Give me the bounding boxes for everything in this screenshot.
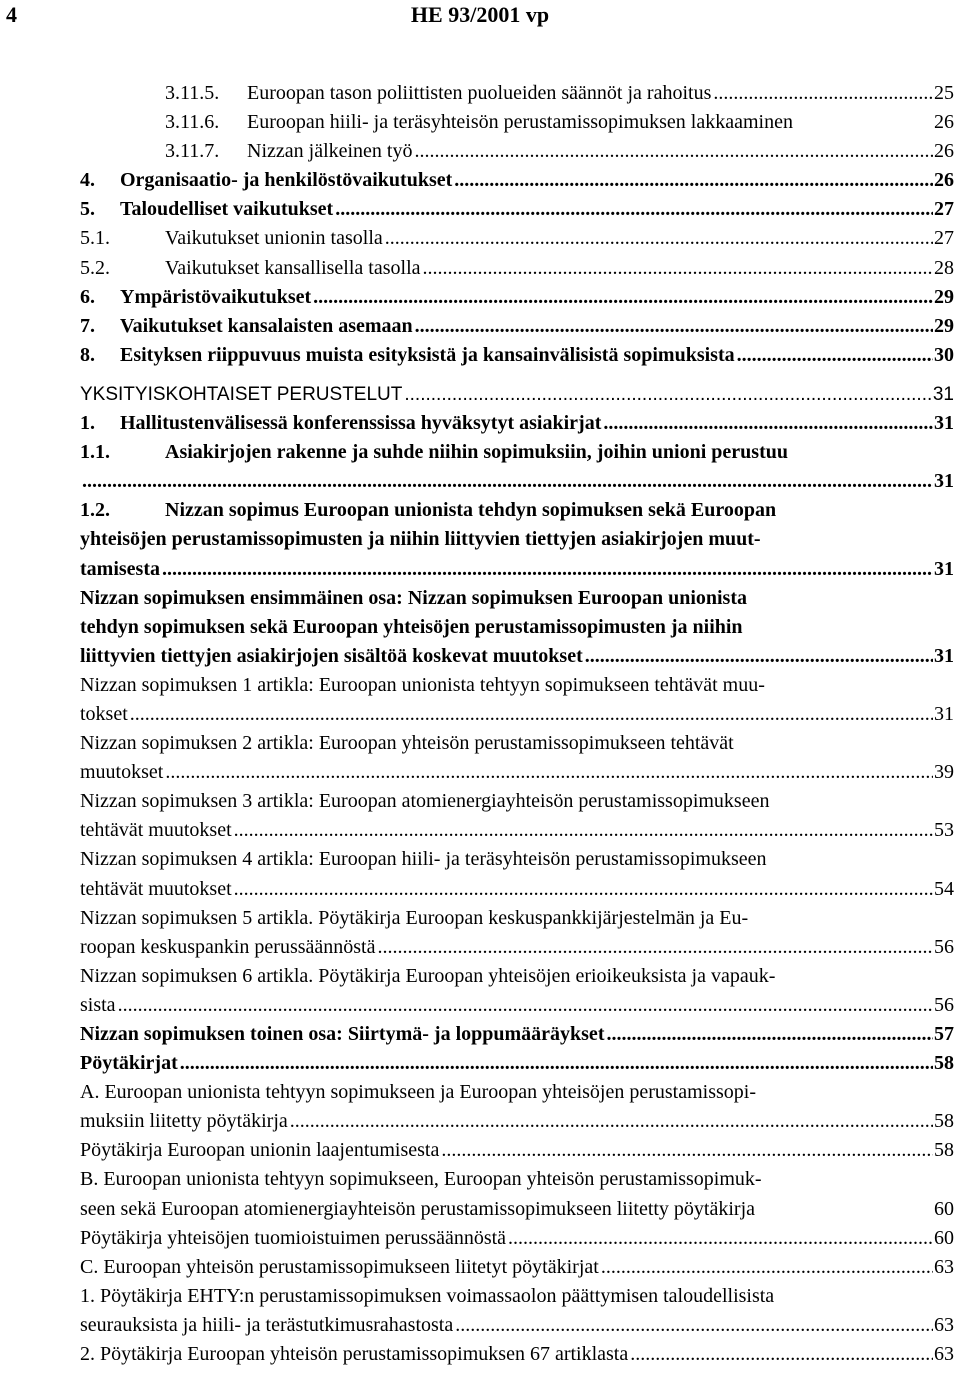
toc-entry-title: Nizzan sopimuksen 6 artikla. Pöytäkirja Euroopan yhteisöjen erioikeuksista ja vapauk- <box>80 964 776 987</box>
toc-entry[interactable] <box>0 166 960 195</box>
dot-leader <box>585 642 933 671</box>
toc-entry[interactable] <box>0 584 960 613</box>
toc-entry[interactable] <box>0 555 960 584</box>
dot-leader <box>606 1020 933 1049</box>
dot-leader <box>601 1253 933 1282</box>
toc-entry-page: 31 <box>932 383 954 405</box>
toc-entry-page: 29 <box>934 314 954 337</box>
toc-entry-title: Nizzan sopimuksen 2 artikla: Euroopan yhteisön perustamissopimukseen tehtävät <box>80 732 734 755</box>
toc-entry[interactable] <box>0 380 960 409</box>
toc-entry-page <box>953 584 954 613</box>
toc-entry[interactable] <box>0 1311 960 1340</box>
toc-entry[interactable] <box>0 933 960 962</box>
toc-entry-page: 30 <box>934 343 954 366</box>
toc-entry[interactable] <box>0 137 960 166</box>
toc-entry-title: Nizzan sopimuksen toinen osa: Siirtymä- ja loppumääräykset <box>80 1023 605 1045</box>
toc-entry[interactable] <box>0 1195 960 1224</box>
dot-leader <box>378 933 934 962</box>
dot-leader <box>290 1107 933 1136</box>
toc-entry-number: 8. <box>80 343 95 366</box>
toc-entry[interactable] <box>0 525 960 554</box>
toc-entry-page: 63 <box>934 1255 954 1278</box>
toc-entry[interactable] <box>0 283 960 312</box>
toc-entry-title: 2. Pöytäkirja Euroopan yhteisön perustamissopimuksen 67 artiklasta <box>80 1343 629 1366</box>
toc-entry-title: seurauksista ja hiili- ja terästutkimusrahastosta <box>80 1313 454 1336</box>
toc-entry[interactable] <box>0 409 960 438</box>
page-header <box>0 0 960 30</box>
toc-entry[interactable] <box>0 816 960 845</box>
toc-entry-title: C. Euroopan yhteisön perustamissopimukseen liitetyt pöytäkirjat <box>80 1255 599 1278</box>
toc-entry-page <box>953 729 954 758</box>
toc-entry-title: Asiakirjojen rakenne ja suhde niihin sopimuksiin, joihin unioni perustuu <box>165 441 788 464</box>
dot-leader <box>404 380 931 409</box>
dot-leader <box>165 758 933 787</box>
toc-entry-page: 31 <box>934 702 954 725</box>
dot-leader <box>423 254 934 283</box>
toc-entry[interactable] <box>0 1107 960 1136</box>
dot-leader <box>118 991 933 1020</box>
toc-entry[interactable] <box>0 845 960 874</box>
dot-leader <box>313 283 933 312</box>
toc-entry-page <box>953 1078 954 1107</box>
toc-entry-title: yhteisöjen perustamissopimusten ja niihin liittyvien tiettyjen asiakirjojen muut- <box>80 528 761 551</box>
toc-entry[interactable] <box>0 1078 960 1107</box>
dot-leader <box>750 904 953 933</box>
toc-entry-title: B. Euroopan unionista tehtyyn sopimukseen, Euroopan yhteisön perustamissopimuk- <box>80 1168 762 1191</box>
toc-entry-page: 26 <box>934 140 954 163</box>
toc-entry-page: 26 <box>934 169 954 192</box>
toc-entry-title: Euroopan tason poliittisten puolueiden säännöt ja rahoitus <box>247 82 712 104</box>
toc-entry-title: Nizzan sopimus Euroopan unionista tehdyn sopimuksen sekä Euroopan <box>165 499 777 522</box>
toc-entry-number: 5.1. <box>80 227 110 250</box>
toc-entry[interactable] <box>0 224 960 253</box>
toc-entry-number: 3.11.5. <box>165 82 220 104</box>
toc-entry-number: 5.2. <box>80 256 110 279</box>
dot-leader <box>180 1049 933 1078</box>
toc-entry-number: 6. <box>80 285 95 308</box>
toc-entry-title: Esityksen riippuvuus muista esityksistä ja kansainvälisistä sopimuksista <box>120 343 735 366</box>
toc-entry-page: 29 <box>934 285 954 308</box>
toc-entry-title: seen sekä Euroopan atomienergiayhteisön perustamissopimukseen liitetty pöytäkirja <box>80 1197 756 1220</box>
toc-entry-title: muutokset <box>80 761 164 784</box>
dot-leader <box>162 555 933 584</box>
toc-entry-number: 1.1. <box>80 441 110 464</box>
toc-entry[interactable] <box>0 991 960 1020</box>
table-of-contents <box>0 79 960 1369</box>
toc-entry-title: 1. Pöytäkirja EHTY:n perustamissopimuksen voimassaolon päättymisen taloudellisista <box>80 1284 775 1307</box>
dot-leader <box>758 1078 953 1107</box>
toc-entry-title: tehtävät muutokset <box>80 877 232 900</box>
toc-entry-page: 31 <box>934 412 954 435</box>
dot-leader <box>795 108 933 137</box>
toc-entry[interactable] <box>0 729 960 758</box>
dot-leader <box>234 875 933 904</box>
toc-entry-page: 60 <box>934 1226 954 1249</box>
toc-entry-title: YKSITYISKOHTAISET PERUSTELUT <box>80 383 403 405</box>
toc-entry[interactable] <box>0 496 960 525</box>
dot-leader <box>630 1340 933 1369</box>
toc-entry-page: 58 <box>934 1110 954 1133</box>
toc-entry-title: sista <box>80 993 116 1016</box>
dot-leader <box>790 438 953 467</box>
toc-entry-page: 57 <box>934 1023 954 1045</box>
dot-leader <box>777 962 953 991</box>
toc-entry-title: tehtävät muutokset <box>80 819 232 842</box>
toc-entry-title: Vaikutukset kansallisella tasolla <box>165 256 421 279</box>
toc-entry[interactable] <box>0 1224 960 1253</box>
toc-entry-title: Organisaatio- ja henkilöstövaikutukset <box>120 169 453 192</box>
dot-leader <box>771 787 953 816</box>
toc-entry-title: Nizzan sopimuksen 1 artikla: Euroopan unionista tehtyyn sopimukseen tehtävät muu- <box>80 673 765 696</box>
dot-leader <box>776 1282 953 1311</box>
toc-entry-title: Pöytäkirja yhteisöjen tuomioistuimen perussäännöstä <box>80 1226 507 1249</box>
toc-entry-title: Pöytäkirja Euroopan unionin laajentumisesta <box>80 1139 440 1162</box>
dot-leader <box>508 1224 933 1253</box>
toc-entry[interactable] <box>0 108 960 137</box>
dot-leader <box>745 613 953 642</box>
toc-entry-page <box>953 438 954 467</box>
toc-entry[interactable] <box>0 467 960 496</box>
dot-leader <box>455 1311 933 1340</box>
toc-entry-page: 31 <box>934 470 954 493</box>
toc-entry-page: 28 <box>934 256 954 279</box>
toc-entry-title: Nizzan sopimuksen ensimmäinen osa: Nizzan sopimuksen Euroopan unionista <box>80 586 747 609</box>
dot-leader <box>749 584 953 613</box>
toc-entry-number: 4. <box>80 169 95 192</box>
toc-entry[interactable] <box>0 1136 960 1165</box>
toc-entry[interactable] <box>0 962 960 991</box>
dot-leader <box>757 1195 933 1224</box>
toc-entry-page: 58 <box>934 1052 954 1075</box>
toc-entry-page: 56 <box>934 993 954 1016</box>
toc-entry[interactable] <box>0 195 960 224</box>
toc-entry-page <box>953 671 954 700</box>
toc-entry-page: 26 <box>934 111 954 134</box>
toc-entry-page: 27 <box>934 227 954 250</box>
dot-leader <box>454 166 933 195</box>
toc-entry[interactable] <box>0 875 960 904</box>
toc-entry[interactable] <box>0 700 960 729</box>
toc-entry[interactable] <box>0 1049 960 1078</box>
dot-leader <box>415 137 934 166</box>
dot-leader <box>763 525 953 554</box>
toc-entry-number: 7. <box>80 314 95 337</box>
toc-entry-title: muksiin liitetty pöytäkirja <box>80 1110 288 1133</box>
dot-leader <box>415 312 933 341</box>
toc-entry[interactable] <box>0 1282 960 1311</box>
toc-entry-title: Taloudelliset vaikutukset <box>120 198 334 221</box>
toc-entry-page: 63 <box>934 1313 954 1336</box>
dot-leader <box>603 409 933 438</box>
toc-entry-title: tehdyn sopimuksen sekä Euroopan yhteisöjen perustamissopimusten ja niihin <box>80 615 743 638</box>
toc-entry-page: 31 <box>934 644 954 667</box>
toc-entry[interactable] <box>0 642 960 671</box>
toc-entry-title: Vaikutukset kansalaisten asemaan <box>120 314 413 337</box>
toc-entry[interactable] <box>0 1165 960 1194</box>
dot-leader <box>764 1165 953 1194</box>
toc-entry-page: 60 <box>934 1197 954 1220</box>
toc-entry-title: Nizzan sopimuksen 3 artikla: Euroopan atomienergiayhteisön perustamissopimukseen <box>80 790 770 813</box>
dot-leader <box>778 496 953 525</box>
toc-entry[interactable] <box>0 787 960 816</box>
toc-entry[interactable] <box>0 254 960 283</box>
dot-leader <box>335 195 933 224</box>
toc-entry-title: tokset <box>80 702 128 725</box>
dot-leader <box>736 729 953 758</box>
dot-leader <box>737 341 933 370</box>
toc-entry[interactable] <box>0 758 960 787</box>
toc-entry-number: 3.11.6. <box>165 111 220 134</box>
toc-entry-number: 1.2. <box>80 499 110 522</box>
toc-entry-page <box>953 496 954 525</box>
toc-entry-page: 31 <box>934 557 954 580</box>
page-number: 4 <box>6 2 17 27</box>
toc-entry-page: 54 <box>934 877 954 900</box>
toc-entry-page <box>953 1282 954 1311</box>
toc-entry-page: 56 <box>934 935 954 958</box>
toc-entry[interactable] <box>0 79 960 108</box>
dot-leader <box>130 700 933 729</box>
toc-entry-page <box>953 845 954 874</box>
toc-entry-title: A. Euroopan unionista tehtyyn sopimukseen ja Euroopan yhteisöjen perustamissopi- <box>80 1081 756 1104</box>
dot-leader <box>82 467 933 496</box>
toc-entry-title: liittyvien tiettyjen asiakirjojen sisältöä koskevat muutokset <box>80 644 583 667</box>
toc-entry-title: Hallitustenvälisessä konferenssissa hyväksytyt asiakirjat <box>120 412 602 435</box>
toc-entry-number: 1. <box>80 412 95 435</box>
dot-leader <box>234 816 933 845</box>
toc-entry-title: Euroopan hiili- ja teräsyhteisön perustamissopimuksen lakkaaminen <box>247 111 793 134</box>
toc-entry[interactable] <box>0 438 960 467</box>
toc-entry-title: Vaikutukset unionin tasolla <box>165 227 383 250</box>
toc-entry-page: 27 <box>934 198 954 221</box>
toc-entry[interactable] <box>0 1253 960 1282</box>
toc-entry-page <box>953 613 954 642</box>
toc-entry-number: 3.11.7. <box>165 140 220 163</box>
dot-leader <box>441 1136 933 1165</box>
toc-entry-page: 53 <box>934 819 954 842</box>
dot-leader <box>713 79 933 108</box>
toc-entry-page <box>953 904 954 933</box>
toc-entry-title: tamisesta <box>80 557 160 580</box>
dot-leader <box>767 671 953 700</box>
toc-entry-number: 5. <box>80 198 95 221</box>
toc-entry[interactable] <box>0 613 960 642</box>
toc-entry-page: 25 <box>934 82 954 104</box>
toc-entry-page: 58 <box>934 1139 954 1162</box>
toc-entry-title: Nizzan jälkeinen työ <box>247 140 413 163</box>
document-id: HE 93/2001 vp <box>410 2 550 27</box>
toc-entry-page <box>953 787 954 816</box>
toc-entry[interactable] <box>0 341 960 370</box>
toc-entry-title: Nizzan sopimuksen 4 artikla: Euroopan hiili- ja teräsyhteisön perustamissopimukseen <box>80 848 767 871</box>
toc-entry-page <box>953 525 954 554</box>
toc-entry-title: Pöytäkirjat <box>80 1052 178 1075</box>
toc-entry[interactable] <box>0 1020 960 1049</box>
toc-entry-page: 63 <box>934 1343 954 1366</box>
toc-entry-title: roopan keskuspankin perussäännöstä <box>80 935 376 958</box>
dot-leader <box>385 224 933 253</box>
toc-entry-page <box>953 1165 954 1194</box>
toc-entry-page: 39 <box>934 761 954 784</box>
toc-entry[interactable] <box>0 904 960 933</box>
toc-entry-title: Nizzan sopimuksen 5 artikla. Pöytäkirja Euroopan keskuspankkijärjestelmän ja Eu- <box>80 906 749 929</box>
toc-entry-page <box>953 962 954 991</box>
toc-entry[interactable] <box>0 312 960 341</box>
toc-entry[interactable] <box>0 671 960 700</box>
toc-entry-title: Ympäristövaikutukset <box>120 285 312 308</box>
toc-entry[interactable] <box>0 1340 960 1369</box>
dot-leader <box>769 845 953 874</box>
